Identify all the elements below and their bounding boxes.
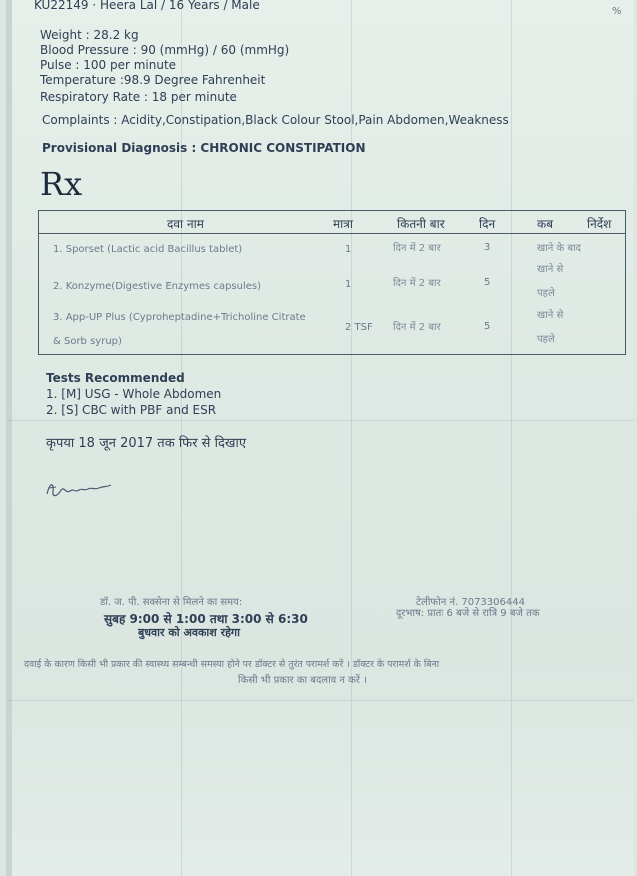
medicine-table [38,210,626,355]
paper-shadow [6,0,12,876]
test-item: 1. [M] USG - Whole Abdomen [46,387,222,401]
complaints: Complaints : Acidity,Constipation,Black Colour Stool,Pain Abdomen,Weakness [42,113,509,127]
vital-respiratory-rate: Respiratory Rate : 18 per minute [40,90,237,104]
row1-medicine: 1. Sporset (Lactic acid Bacillus tablet) [53,244,243,255]
paper-crease [6,420,634,421]
paper-crease [511,0,512,876]
vital-temperature: Temperature :98.9 Degree Fahrenheit [40,73,266,87]
patient-info: KU22149 · Heera Lal / 16 Years / Male [34,0,260,12]
rx-symbol: Rx [40,165,83,203]
row3-medicine-cont: & Sorb syrup) [53,336,122,347]
row1-when: खाने के बाद [537,243,581,254]
paper-crease [6,700,634,701]
row1-times: दिन में 2 बार [393,243,441,254]
row2-medicine: 2. Konzyme(Digestive Enzymes capsules) [53,281,262,292]
vital-blood-pressure: Blood Pressure : 90 (mmHg) / 60 (mmHg) [40,43,290,57]
test-item: 2. [S] CBC with PBF and ESR [46,403,217,417]
page-mark: % [612,6,622,17]
row3-medicine: 3. App-UP Plus (Cyproheptadine+Tricholine Citrate [53,312,306,323]
table-header [39,211,625,234]
disclaimer-line-1: दवाई के कारण किसी भी प्रकार की स्वास्थ्य सम्बन्धी समस्या होने पर डॉक्टर से तुरंत परामर्श करें । डॉक्टर के परामर्श के बिना [24,659,440,670]
row2-when: खाने से [537,264,564,275]
row1-dose: 1 [345,244,352,255]
clinic-phone: टेलीफोन नं. 7073306444 [416,597,525,608]
clinic-hours: सुबह 9:00 से 1:00 तथा 3:00 से 6:30 [104,612,308,626]
row2-when-2: पहले [537,288,555,299]
header-medicine-name: दवा नाम [167,217,204,231]
header-instruction: निर्देश [587,217,612,231]
row1-days: 3 [484,242,491,253]
row2-times: दिन में 2 बार [393,278,441,289]
row3-when: खाने से [537,310,564,321]
row3-when-2: पहले [537,334,555,345]
tests-heading: Tests Recommended [46,371,185,385]
row3-times: दिन में 2 बार [393,322,441,333]
clinic-holiday: बुधवार को अवकाश रहेगा [138,626,240,639]
header-times: कितनी बार [397,217,445,231]
doctor-signature [44,478,114,502]
followup-note: कृपया 18 जून 2017 तक फिर से दिखाए [46,436,247,451]
row2-dose: 1 [345,279,352,290]
paper-crease [351,0,352,876]
header-days: दिन [479,217,496,231]
clinic-phone-hours: दूरभाष: प्रातः 6 बजे से रात्रि 9 बजे तक [396,608,540,619]
header-dose: मात्रा [333,217,354,231]
header-when: कब [537,217,554,231]
vital-pulse: Pulse : 100 per minute [40,58,177,72]
vital-weight: Weight : 28.2 kg [40,28,139,42]
disclaimer-line-2: किसी भी प्रकार का बदलाव न करें । [238,675,367,686]
provisional-diagnosis: Provisional Diagnosis : CHRONIC CONSTIPATION [42,141,366,155]
row3-dose: 2 TSF [345,322,373,333]
row2-days: 5 [484,277,491,288]
clinic-hours-title: डॉ. ज. पी. सक्सेना से मिलने का समय: [100,597,243,608]
row3-days: 5 [484,321,491,332]
